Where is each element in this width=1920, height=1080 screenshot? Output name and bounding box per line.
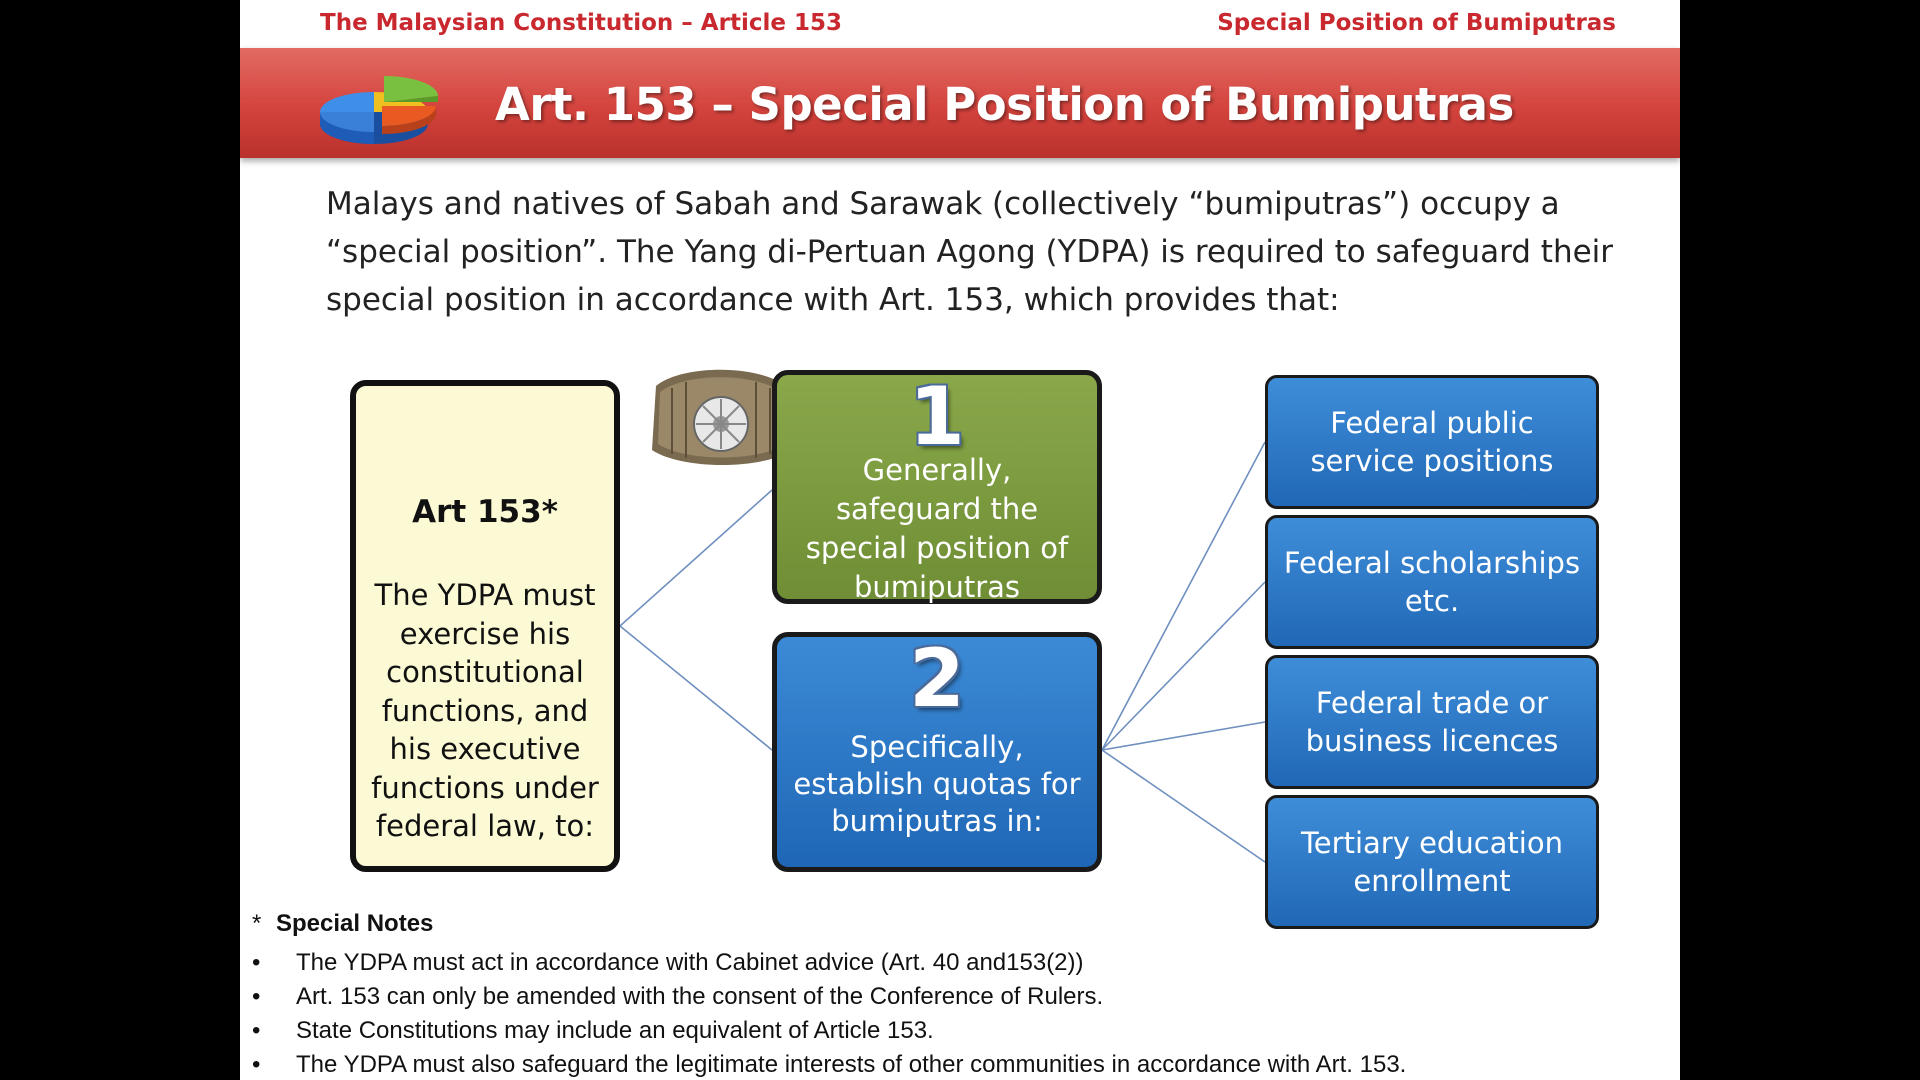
note-bullet: • [252,1017,261,1044]
note-bullet: • [252,949,261,976]
box-1-number: 1 [909,370,965,463]
note-bullet: • [252,983,261,1010]
note-text: The YDPA must also safeguard the legitimate interests of other communities in accordance with Art. 153. [296,1051,1407,1078]
note-item [252,946,1672,980]
article-153-box [350,380,620,872]
header-right: Special Position of Bumiputras [1217,10,1616,36]
note-item [252,1048,1672,1080]
note-bullet: • [252,1051,261,1078]
notes-asterisk: * [252,910,262,937]
quotas-box [772,632,1102,872]
box-1-text: Generally, safeguard the special position of bumiputras [805,453,1069,604]
slide [240,0,1680,1080]
article-title: Art 153* [412,494,558,530]
note-text: State Constitutions may include an equivalent of Article 153. [296,1017,934,1044]
box-2-text: Specifically, establish quotas for bumiputras in: [793,730,1081,838]
quota-trade-licences: Federal trade or business licences [1265,655,1599,789]
quota-tertiary-education: Tertiary education enrollment [1265,795,1599,929]
notes-heading-text: Special Notes [276,910,434,937]
note-text: Art. 153 can only be amended with the consent of the Conference of Rulers. [296,983,1104,1010]
safeguard-box [772,370,1102,604]
note-item [252,1014,1672,1048]
note-item [252,980,1672,1014]
box-2-number: 2 [909,632,965,725]
special-notes [252,910,1672,1080]
header-left: The Malaysian Constitution – Article 153 [320,10,842,36]
notes-heading [252,910,1672,938]
article-text: The YDPA must exercise his constitutional functions, and his executive functions under federal law, to: [371,578,599,843]
intro-paragraph: Malays and natives of Sabah and Sarawak (collectively “bumiputras”) occupy a “special position”. The Yang di-Pertuan Agong (YDPA) is required to safeguard their special position in accordance with Art. 153, which provides that: [326,186,1614,318]
quota-scholarships: Federal scholarships etc. [1265,515,1599,649]
page-title: Art. 153 – Special Position of Bumiputras [495,78,1514,131]
quota-public-service: Federal public service positions [1265,375,1599,509]
note-text: The YDPA must act in accordance with Cabinet advice (Art. 40 and153(2)) [296,949,1084,976]
